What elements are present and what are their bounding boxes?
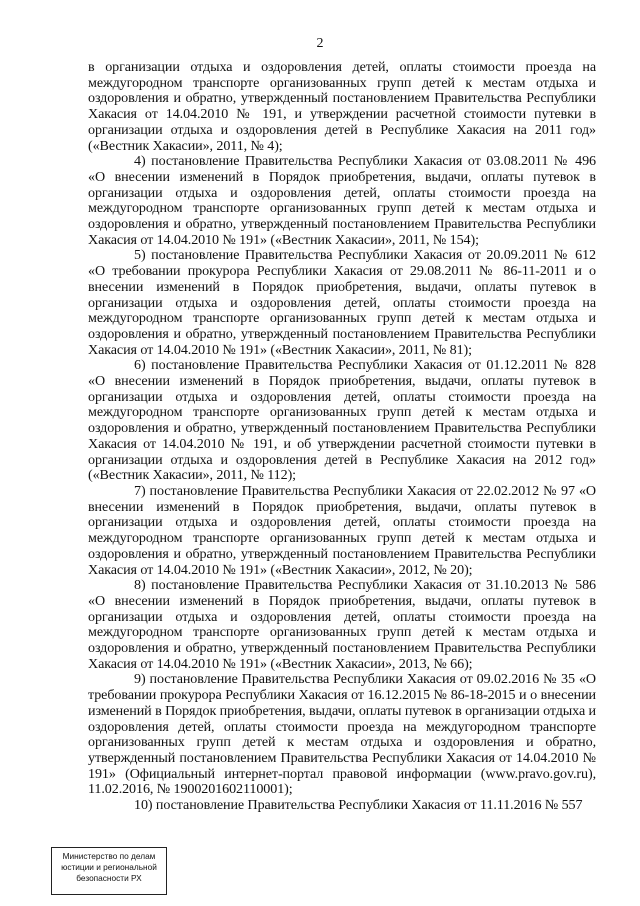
paragraph-continuation: в организации отдыха и оздоровления детей, оплаты стоимости проезда на междугородном транспорте организованных групп детей к местам отдыха и оздоровления и обратно, утвержденный постановлением Правительства Республики Хакасия от 14.04.2010 № 191, и утверждении расчетной стоимости путевки в организации отдыха и оздоровления детей в Республике Хакасия на 2011 год» («Вестник Хакасии», 2011, № 4); bbox=[88, 59, 596, 154]
page-number: 2 bbox=[316, 36, 324, 51]
document-body bbox=[88, 60, 596, 814]
paragraph-item-6: 6) постановление Правительства Республики Хакасия от 01.12.2011 № 828 «О внесении изменений в Порядок приобретения, выдачи, оплаты путевок в организации отдыха и оздоровления детей, оплаты стоимости проезда на междугородном транспорте организованных групп детей к местам отдыха и оздоровления и обратно, утвержденный постановлением Правительства Республики Хакасия от 14.04.2010 № 191, и об утверждении расчетной стоимости путевки в организации отдыха и оздоровления детей в Республике Хакасия на 2012 год» («Вестник Хакасии», 2011, № 112); bbox=[88, 357, 596, 484]
stamp-line-2: юстиции и региональной bbox=[61, 862, 157, 872]
paragraph-item-9: 9) постановление Правительства Республики Хакасия от 09.02.2016 № 35 «О требовании прокурора Республики Хакасия от 16.12.2015 № 86-18-2015 и о внесении изменений в Порядок приобретения, выдачи, оплаты путевок в организации отдыха и оздоровления детей, оплаты стоимости проезда на междугородном транспорте организованных групп детей к местам отдыха и оздоровления и обратно, утвержденный постановлением Правительства Республики Хакасия от 14.04.2010 № 191» (Официальный интернет-портал правовой информации (www.pravo.gov.ru), 11.02.2016, № 1900201602110001); bbox=[88, 671, 596, 798]
paragraph-item-5: 5) постановление Правительства Республики Хакасия от 20.09.2011 № 612 «О требовании прокурора Республики Хакасия от 29.08.2011 № 86-11-2011 и о внесении изменений в Порядок приобретения, выдачи, оплаты путевок в организации отдыха и оздоровления детей, оплаты стоимости проезда на междугородном транспорте организованных групп детей к местам отдыха и оздоровления и обратно, утвержденный постановлением Правительства Республики Хакасия от 14.04.2010 № 191» («Вестник Хакасии», 2011, № 81); bbox=[88, 247, 596, 358]
ministry-stamp bbox=[51, 847, 167, 895]
stamp-line-1: Министерство по делам bbox=[62, 851, 156, 861]
stamp-line-3: безопасности РХ bbox=[76, 873, 142, 883]
paragraph-item-4: 4) постановление Правительства Республики Хакасия от 03.08.2011 № 496 «О внесении изменений в Порядок приобретения, выдачи, оплаты путевок в организации отдыха и оздоровления детей, оплаты стоимости проезда на междугородном транспорте организованных групп детей к местам отдыха и оздоровления и обратно, утвержденный постановлением Правительства Республики Хакасия от 14.04.2010 № 191» («Вестник Хакасии», 2011, № 154); bbox=[88, 153, 596, 248]
paragraph-item-10: 10) постановление Правительства Республики Хакасия от 11.11.2016 № 557 bbox=[134, 797, 583, 814]
paragraph-item-7: 7) постановление Правительства Республики Хакасия от 22.02.2012 № 97 «О внесении изменений в Порядок приобретения, выдачи, оплаты путевок в организации отдыха и оздоровления детей, оплаты стоимости проезда на междугородном транспорте организованных групп детей к местам отдыха и оздоровления и обратно, утвержденный постановлением Правительства Республики Хакасия от 14.04.2010 № 191» («Вестник Хакасии», 2012, № 20); bbox=[88, 482, 596, 578]
paragraph-item-8: 8) постановление Правительства Республики Хакасия от 31.10.2013 № 586 «О внесении изменений в Порядок приобретения, выдачи, оплаты путевок в организации отдыха и оздоровления детей, оплаты стоимости проезда на междугородном транспорте организованных групп детей к местам отдыха и оздоровления и обратно, утвержденный постановлением Правительства Республики Хакасия от 14.04.2010 № 191» («Вестник Хакасии», 2013, № 66); bbox=[88, 577, 596, 672]
